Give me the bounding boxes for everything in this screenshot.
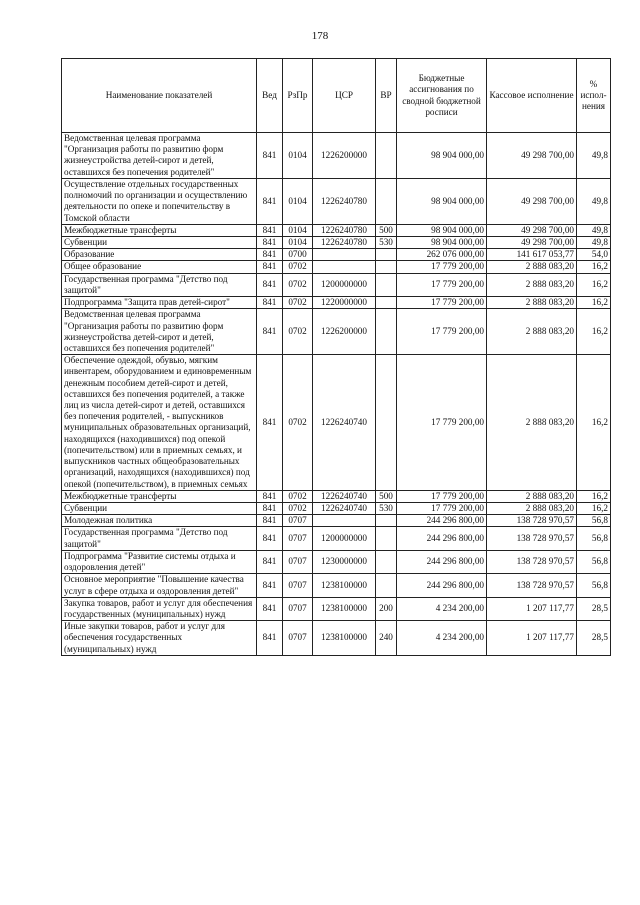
cell-ved: 841 [257,597,283,620]
table-row [62,597,611,620]
cell-cash: 2 888 083,20 [487,503,577,515]
cell-budget: 244 296 800,00 [397,515,487,527]
cell-name: Ведомственная целевая программа "Организация работы по развитию форм жизнеустройства детей-сирот и детей, оставшихся без попечения родителей" [62,133,257,179]
cell-budget: 17 779 200,00 [397,273,487,296]
cell-vr [376,178,397,224]
cell-ved: 841 [257,178,283,224]
table-row [62,574,611,597]
header-budget: Бюджетные ассигнования по сводной бюджетной росписи [397,59,487,133]
cell-name: Субвенции [62,503,257,515]
cell-rzpr: 0104 [283,133,313,179]
cell-pct: 16,2 [577,297,611,309]
cell-name: Подпрограмма "Защита прав детей-сирот" [62,297,257,309]
cell-pct: 16,2 [577,490,611,502]
table-body [62,133,611,656]
cell-csr: 1226240740 [313,355,376,491]
cell-rzpr: 0702 [283,490,313,502]
cell-budget: 98 904 000,00 [397,133,487,179]
cell-rzpr: 0702 [283,261,313,273]
cell-ved: 841 [257,297,283,309]
table-row [62,261,611,273]
cell-csr: 1226240740 [313,503,376,515]
cell-ved: 841 [257,261,283,273]
cell-rzpr: 0702 [283,503,313,515]
table-row [62,309,611,355]
cell-csr: 1226240780 [313,178,376,224]
cell-pct: 54,0 [577,249,611,261]
cell-name: Закупка товаров, работ и услуг для обеспечения государственных (муниципальных) нужд [62,597,257,620]
cell-cash: 2 888 083,20 [487,309,577,355]
header-name: Наименование показателей [62,59,257,133]
cell-cash: 49 298 700,00 [487,224,577,236]
table-row [62,273,611,296]
cell-rzpr: 0702 [283,297,313,309]
cell-vr: 200 [376,597,397,620]
cell-csr: 1238100000 [313,574,376,597]
cell-csr: 1226240780 [313,236,376,248]
cell-vr [376,527,397,550]
cell-pct: 56,8 [577,574,611,597]
cell-csr: 1238100000 [313,597,376,620]
cell-rzpr: 0104 [283,236,313,248]
cell-name: Государственная программа "Детство под защитой" [62,273,257,296]
cell-name: Образование [62,249,257,261]
cell-rzpr: 0702 [283,355,313,491]
cell-csr [313,515,376,527]
cell-ved: 841 [257,355,283,491]
header-ved: Вед [257,59,283,133]
table-row [62,550,611,573]
cell-pct: 56,8 [577,527,611,550]
cell-name: Субвенции [62,236,257,248]
cell-budget: 4 234 200,00 [397,621,487,656]
table-row [62,621,611,656]
cell-name: Осуществление отдельных государственных полномочий по организации и осуществлению деятельности по опеке и попечительству в Томской области [62,178,257,224]
cell-pct: 56,8 [577,550,611,573]
table-row [62,297,611,309]
cell-csr: 1220000000 [313,297,376,309]
cell-budget: 17 779 200,00 [397,503,487,515]
cell-budget: 4 234 200,00 [397,597,487,620]
cell-pct: 16,2 [577,355,611,491]
table-row [62,490,611,502]
cell-cash: 138 728 970,57 [487,550,577,573]
cell-pct: 49,8 [577,224,611,236]
cell-csr [313,261,376,273]
cell-ved: 841 [257,309,283,355]
cell-ved: 841 [257,133,283,179]
cell-cash: 49 298 700,00 [487,236,577,248]
cell-ved: 841 [257,503,283,515]
header-pct: % испол-нения [577,59,611,133]
cell-vr [376,574,397,597]
cell-cash: 141 617 053,77 [487,249,577,261]
cell-vr: 500 [376,490,397,502]
cell-vr [376,355,397,491]
cell-rzpr: 0104 [283,178,313,224]
cell-pct: 16,2 [577,503,611,515]
cell-vr [376,261,397,273]
cell-budget: 98 904 000,00 [397,236,487,248]
cell-ved: 841 [257,490,283,502]
cell-name: Государственная программа "Детство под защитой" [62,527,257,550]
cell-name: Межбюджетные трансферты [62,224,257,236]
cell-cash: 1 207 117,77 [487,621,577,656]
cell-cash: 138 728 970,57 [487,515,577,527]
cell-budget: 244 296 800,00 [397,527,487,550]
cell-csr: 1200000000 [313,273,376,296]
header-cash: Кассовое исполнение [487,59,577,133]
cell-budget: 17 779 200,00 [397,261,487,273]
cell-csr: 1200000000 [313,527,376,550]
cell-budget: 244 296 800,00 [397,574,487,597]
cell-ved: 841 [257,574,283,597]
cell-rzpr: 0707 [283,527,313,550]
cell-cash: 2 888 083,20 [487,490,577,502]
table-row [62,249,611,261]
cell-budget: 244 296 800,00 [397,550,487,573]
cell-csr: 1226200000 [313,133,376,179]
cell-budget: 17 779 200,00 [397,309,487,355]
cell-pct: 16,2 [577,273,611,296]
cell-name: Иные закупки товаров, работ и услуг для обеспечения государственных (муниципальных) нужд [62,621,257,656]
cell-rzpr: 0702 [283,309,313,355]
header-vr: ВР [376,59,397,133]
cell-csr [313,249,376,261]
cell-name: Общее образование [62,261,257,273]
cell-csr: 1226240740 [313,490,376,502]
cell-vr [376,297,397,309]
cell-rzpr: 0702 [283,273,313,296]
cell-rzpr: 0700 [283,249,313,261]
cell-ved: 841 [257,273,283,296]
cell-vr: 530 [376,503,397,515]
cell-pct: 49,8 [577,236,611,248]
header-rzpr: РзПр [283,59,313,133]
cell-vr: 500 [376,224,397,236]
table-row [62,503,611,515]
cell-ved: 841 [257,621,283,656]
cell-ved: 841 [257,550,283,573]
cell-budget: 98 904 000,00 [397,178,487,224]
cell-pct: 16,2 [577,309,611,355]
cell-ved: 841 [257,236,283,248]
header-csr: ЦСР [313,59,376,133]
table-row [62,178,611,224]
cell-ved: 841 [257,515,283,527]
cell-pct: 49,8 [577,133,611,179]
page-number: 178 [311,30,329,42]
cell-budget: 98 904 000,00 [397,224,487,236]
cell-vr [376,515,397,527]
cell-cash: 138 728 970,57 [487,574,577,597]
cell-cash: 2 888 083,20 [487,297,577,309]
cell-rzpr: 0707 [283,574,313,597]
table-row [62,527,611,550]
cell-ved: 841 [257,527,283,550]
cell-pct: 16,2 [577,261,611,273]
cell-rzpr: 0104 [283,224,313,236]
budget-table [61,58,611,656]
cell-name: Межбюджетные трансферты [62,490,257,502]
cell-budget: 17 779 200,00 [397,490,487,502]
cell-rzpr: 0707 [283,597,313,620]
cell-budget: 262 076 000,00 [397,249,487,261]
cell-name: Молодежная политика [62,515,257,527]
cell-vr [376,273,397,296]
cell-vr [376,249,397,261]
cell-vr: 530 [376,236,397,248]
cell-cash: 2 888 083,20 [487,355,577,491]
cell-name: Обеспечение одеждой, обувью, мягким инвентарем, оборудованием и единовременным денежным пособием детей-сирот и детей, оставшихся без попечения родителей, а также лиц из числа детей-сирот и детей, оставшихся без попечения родителей, - выпускников муниципальных образовательных организаций, находящихся (находившихся) под опекой (попечительством) или в приемных семьях, и выпускников частных общеобразовательных организаций, находящихся (находившихся) под опекой (попечительством), в приемных семьях [62,355,257,491]
cell-rzpr: 0707 [283,621,313,656]
cell-name: Ведомственная целевая программа "Организация работы по развитию форм жизнеустройства детей-сирот и детей, оставшихся без попечения родителей" [62,309,257,355]
cell-cash: 2 888 083,20 [487,261,577,273]
cell-pct: 28,5 [577,597,611,620]
cell-pct: 49,8 [577,178,611,224]
cell-csr: 1226240780 [313,224,376,236]
cell-cash: 1 207 117,77 [487,597,577,620]
table-row [62,515,611,527]
cell-ved: 841 [257,224,283,236]
cell-cash: 49 298 700,00 [487,178,577,224]
cell-vr: 240 [376,621,397,656]
cell-pct: 56,8 [577,515,611,527]
cell-cash: 138 728 970,57 [487,527,577,550]
cell-rzpr: 0707 [283,515,313,527]
cell-vr [376,550,397,573]
table-row [62,355,611,491]
cell-csr: 1230000000 [313,550,376,573]
cell-vr [376,309,397,355]
table-row [62,133,611,179]
table-row [62,224,611,236]
cell-cash: 49 298 700,00 [487,133,577,179]
cell-csr: 1238100000 [313,621,376,656]
cell-name: Подпрограмма "Развитие системы отдыха и оздоровления детей" [62,550,257,573]
cell-vr [376,133,397,179]
cell-csr: 1226200000 [313,309,376,355]
cell-cash: 2 888 083,20 [487,273,577,296]
cell-budget: 17 779 200,00 [397,297,487,309]
cell-rzpr: 0707 [283,550,313,573]
cell-ved: 841 [257,249,283,261]
cell-budget: 17 779 200,00 [397,355,487,491]
cell-pct: 28,5 [577,621,611,656]
table-row [62,236,611,248]
cell-name: Основное мероприятие "Повышение качества услуг в сфере отдыха и оздоровления детей" [62,574,257,597]
